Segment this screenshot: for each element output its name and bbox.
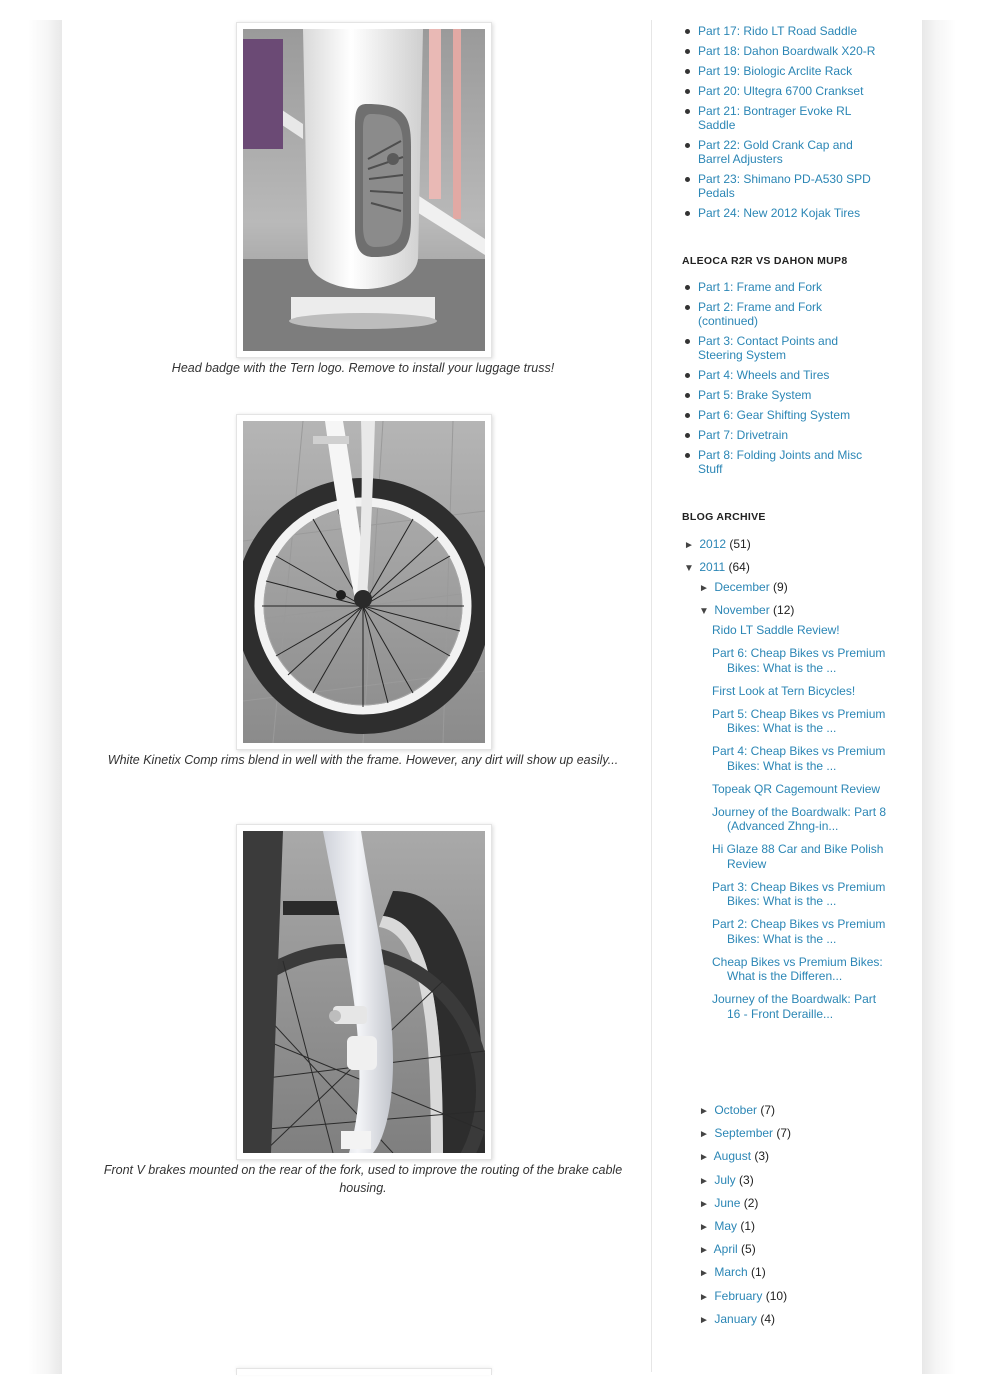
archive-year-2011 xyxy=(684,560,750,576)
series-link[interactable]: Part 18: Dahon Boardwalk X20-R xyxy=(682,44,887,58)
archive-count: (3) xyxy=(739,1172,754,1187)
archive-month-october xyxy=(699,1103,791,1126)
series-link[interactable]: Part 19: Biologic Arclite Rack xyxy=(682,64,887,78)
november-posts xyxy=(712,623,890,1030)
comparison-link[interactable]: Part 7: Drivetrain xyxy=(682,428,882,442)
archive-count: (5) xyxy=(741,1242,756,1257)
archive-month-link[interactable]: January xyxy=(714,1311,758,1326)
archive-month-link[interactable]: March xyxy=(714,1265,748,1280)
archive-year-2012 xyxy=(684,537,751,553)
archive-month-july xyxy=(699,1173,791,1196)
archive-month-link[interactable]: November xyxy=(714,603,770,617)
triangle-down-icon[interactable]: ▼ xyxy=(699,606,709,617)
series-link[interactable]: Part 24: New 2012 Kojak Tires xyxy=(682,206,887,220)
archive-month-december xyxy=(699,580,788,596)
archive-month-link[interactable]: August xyxy=(713,1149,752,1164)
photo-v-brakes[interactable] xyxy=(236,824,492,1160)
series-link[interactable]: Part 20: Ultegra 6700 Crankset xyxy=(682,84,887,98)
archive-count: (2) xyxy=(743,1195,759,1210)
archive-month-link[interactable]: April xyxy=(713,1242,738,1257)
archive-post-link[interactable]: Part 2: Cheap Bikes vs Premium Bikes: What is the ... xyxy=(712,917,886,946)
archive-post-link[interactable]: Part 5: Cheap Bikes vs Premium Bikes: What is the ... xyxy=(712,706,886,735)
triangle-right-icon[interactable]: ► xyxy=(699,1268,709,1280)
archive-count: (4) xyxy=(760,1311,776,1326)
series-link[interactable]: Part 22: Gold Crank Cap and Barrel Adjusters xyxy=(682,138,887,166)
triangle-right-icon[interactable]: ► xyxy=(699,1152,709,1164)
archive-year-link[interactable]: 2011 xyxy=(699,560,726,574)
comparison-link[interactable]: Part 1: Frame and Fork xyxy=(682,280,882,294)
archive-count: (12) xyxy=(773,603,795,617)
photo-front-wheel[interactable] xyxy=(236,414,492,750)
archive-month-link[interactable]: October xyxy=(714,1103,758,1117)
archive-post-link[interactable]: Part 6: Cheap Bikes vs Premium Bikes: What is the ... xyxy=(712,646,886,675)
archive-count: (7) xyxy=(760,1103,776,1117)
archive-count: (10) xyxy=(765,1288,788,1303)
series-list xyxy=(682,24,887,226)
triangle-right-icon[interactable]: ► xyxy=(699,1291,709,1303)
triangle-right-icon[interactable]: ► xyxy=(699,1221,709,1233)
archive-month-link[interactable]: February xyxy=(714,1288,763,1303)
head-badge-photo xyxy=(243,29,485,351)
archive-count: (51) xyxy=(729,537,751,551)
triangle-right-icon[interactable]: ► xyxy=(699,1245,709,1257)
page-shadow-left xyxy=(28,20,62,1374)
archive-month-january xyxy=(699,1312,791,1335)
triangle-right-icon[interactable]: ► xyxy=(699,1129,709,1141)
widget-title-archive: BLOG ARCHIVE xyxy=(682,511,766,523)
archive-post-link[interactable]: Journey of the Boardwalk: Part 8 (Advanced Zhng-in... xyxy=(712,804,887,833)
comparison-link[interactable]: Part 8: Folding Joints and Misc Stuff xyxy=(682,448,882,476)
widget-title-comparison: ALEOCA R2R VS DAHON MUP8 xyxy=(682,255,848,267)
photo-head-badge[interactable] xyxy=(236,22,492,358)
comparison-link[interactable]: Part 6: Gear Shifting System xyxy=(682,408,882,422)
archive-year-link[interactable]: 2012 xyxy=(699,537,727,551)
archive-count: (9) xyxy=(773,580,788,594)
triangle-right-icon[interactable]: ► xyxy=(699,1106,709,1117)
comparison-link[interactable]: Part 3: Contact Points and Steering System xyxy=(682,334,882,362)
archive-count: (64) xyxy=(728,560,750,574)
comparison-link[interactable]: Part 2: Frame and Fork (continued) xyxy=(682,300,882,328)
series-link[interactable]: Part 23: Shimano PD-A530 SPD Pedals xyxy=(682,172,887,200)
archive-count: (3) xyxy=(754,1149,770,1164)
archive-month-link[interactable]: July xyxy=(714,1172,736,1187)
series-link[interactable]: Part 21: Bontrager Evoke RL Saddle xyxy=(682,104,887,132)
archive-month-march xyxy=(699,1265,791,1288)
triangle-right-icon[interactable]: ► xyxy=(699,583,709,594)
page-shadow-right xyxy=(922,20,956,1374)
comparison-link[interactable]: Part 4: Wheels and Tires xyxy=(682,368,882,382)
triangle-down-icon[interactable]: ▼ xyxy=(684,563,694,574)
triangle-right-icon[interactable]: ► xyxy=(699,1175,709,1187)
archive-month-link[interactable]: June xyxy=(714,1195,741,1210)
comparison-link[interactable]: Part 5: Brake System xyxy=(682,388,882,402)
archive-post-link[interactable]: First Look at Tern Bicycles! xyxy=(712,683,856,698)
archive-other-months xyxy=(699,1103,791,1335)
archive-post-link[interactable]: Hi Glaze 88 Car and Bike Polish Review xyxy=(712,842,884,871)
archive-month-april xyxy=(699,1242,791,1265)
figure-caption: Front V brakes mounted on the rear of the fork, used to improve the routing of the brake cable housing. xyxy=(103,1163,623,1195)
v-brakes-photo xyxy=(243,831,485,1153)
archive-month-link[interactable]: September xyxy=(714,1126,774,1141)
archive-month-link[interactable]: May xyxy=(714,1218,738,1233)
archive-month-may xyxy=(699,1219,791,1242)
archive-month-august xyxy=(699,1149,791,1172)
triangle-right-icon[interactable]: ► xyxy=(684,540,694,551)
archive-month-november xyxy=(699,603,794,619)
archive-post-link[interactable]: Cheap Bikes vs Premium Bikes: What is the Differen... xyxy=(712,954,883,983)
front-wheel-photo xyxy=(243,421,485,743)
triangle-right-icon[interactable]: ► xyxy=(699,1314,709,1326)
archive-month-february xyxy=(699,1289,791,1312)
archive-month-link[interactable]: December xyxy=(714,580,770,594)
series-link[interactable]: Part 17: Rido LT Road Saddle xyxy=(682,24,887,38)
archive-month-june xyxy=(699,1196,791,1219)
archive-count: (1) xyxy=(740,1218,756,1233)
archive-post-link[interactable]: Part 3: Cheap Bikes vs Premium Bikes: What is the ... xyxy=(712,879,886,908)
archive-post-link[interactable]: Topeak QR Cagemount Review xyxy=(712,781,881,796)
archive-month-september xyxy=(699,1126,791,1149)
comparison-list xyxy=(682,280,882,482)
next-photo-frame xyxy=(236,1368,492,1375)
archive-count: (7) xyxy=(776,1126,792,1141)
archive-post-link[interactable]: Rido LT Saddle Review! xyxy=(712,623,840,637)
column-divider xyxy=(651,20,652,1372)
archive-count: (1) xyxy=(751,1265,766,1280)
archive-post-link[interactable]: Part 4: Cheap Bikes vs Premium Bikes: What is the ... xyxy=(712,744,886,773)
figure-caption: Head badge with the Tern logo. Remove to install your luggage truss! xyxy=(171,361,555,375)
figure-caption: White Kinetix Comp rims blend in well with the frame. However, any dirt will show up easily... xyxy=(107,753,619,767)
triangle-right-icon[interactable]: ► xyxy=(699,1198,709,1210)
archive-post-link[interactable]: Journey of the Boardwalk: Part 16 - Front Deraille... xyxy=(712,992,877,1021)
